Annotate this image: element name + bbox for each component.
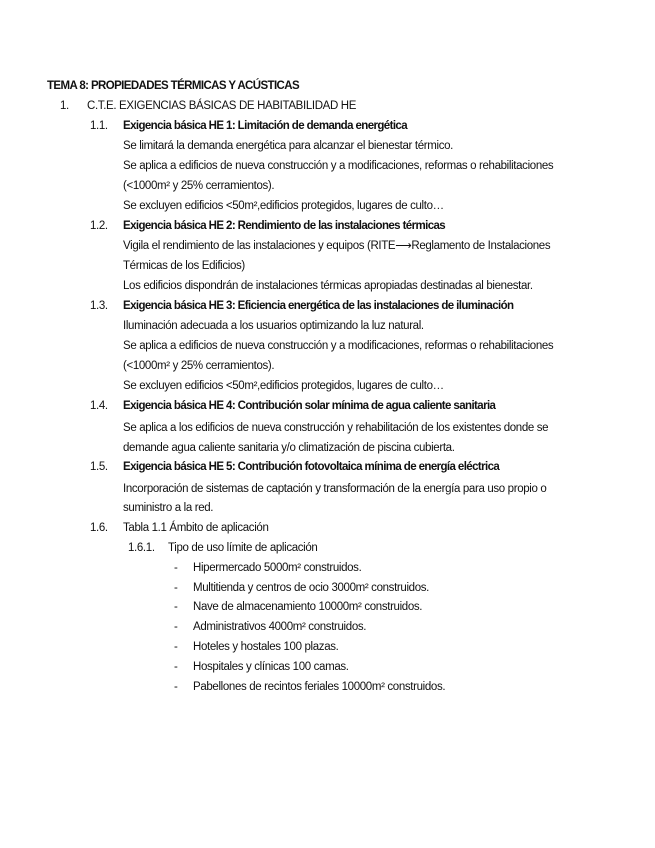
bullet-item: Nave de almacenamiento 10000m² construidos.: [193, 601, 423, 613]
item-text-line: demande agua caliente sanitaria y/o climatización de piscina cubierta.: [123, 442, 455, 454]
subitem-heading: Tipo de uso límite de aplicación: [168, 542, 318, 554]
page-title: TEMA 8: PROPIEDADES TÉRMICAS Y ACÚSTICAS: [47, 80, 300, 92]
item-number: 1.1.: [90, 120, 108, 132]
subitem-number: 1.6.1.: [128, 542, 155, 554]
item-text-line: Se excluyen edificios <50m²,edificios protegidos, lugares de culto…: [123, 200, 444, 212]
item-text-line: Se aplica a los edificios de nueva construcción y rehabilitación de los existentes donde se: [123, 422, 549, 434]
item-text-line: suministro a la red.: [123, 502, 214, 514]
item-heading: Exigencia básica HE 3: Eficiencia energética de las instalaciones de iluminación: [123, 300, 514, 312]
bullet-item: Pabellones de recintos feriales 10000m² construidos.: [193, 681, 446, 693]
bullet-dash: -: [174, 641, 178, 653]
bullet-dash: -: [174, 582, 178, 594]
item-text-line: Se excluyen edificios <50m²,edificios protegidos, lugares de culto…: [123, 380, 444, 392]
bullet-dash: -: [174, 562, 178, 574]
item-number: 1.6.: [90, 522, 108, 534]
item-text-line: Se aplica a edificios de nueva construcción y a modificaciones, reformas o rehabilitaciones: [123, 160, 554, 172]
item-number: 1.2.: [90, 220, 108, 232]
bullet-dash: -: [174, 621, 178, 633]
item-heading: Exigencia básica HE 5: Contribución fotovoltaica mínima de energía eléctrica: [123, 461, 500, 473]
item-heading: Exigencia básica HE 2: Rendimiento de las instalaciones térmicas: [123, 220, 446, 232]
item-text-line: Se aplica a edificios de nueva construcción y a modificaciones, reformas o rehabilitaciones: [123, 340, 554, 352]
item-text-line: Iluminación adecuada a los usuarios optimizando la luz natural.: [123, 320, 424, 332]
item-text-line: (<1000m² y 25% cerramientos).: [123, 360, 275, 372]
item-number: 1.4.: [90, 400, 108, 412]
bullet-dash: -: [174, 601, 178, 613]
bullet-dash: -: [174, 681, 178, 693]
section-heading: C.T.E. EXIGENCIAS BÁSICAS DE HABITABILIDAD HE: [87, 100, 357, 112]
item-text-line: (<1000m² y 25% cerramientos).: [123, 180, 275, 192]
item-text-line: Los edificios dispondrán de instalaciones térmicas apropiadas destinadas al bienestar.: [123, 280, 533, 292]
item-text-line: Incorporación de sistemas de captación y transformación de la energía para uso propio o: [123, 483, 547, 495]
bullet-dash: -: [174, 661, 178, 673]
bullet-item: Administrativos 4000m² construidos.: [193, 621, 367, 633]
section-number: 1.: [60, 100, 69, 112]
item-text-line: Se limitará la demanda energética para alcanzar el bienestar térmico.: [123, 140, 453, 152]
item-heading: Exigencia básica HE 4: Contribución solar mínima de agua caliente sanitaria: [123, 400, 496, 412]
item-number: 1.3.: [90, 300, 108, 312]
item-heading: Tabla 1.1 Ámbito de aplicación: [123, 522, 269, 534]
bullet-item: Hoteles y hostales 100 plazas.: [193, 641, 339, 653]
item-text-line: Térmicas de los Edificios): [123, 260, 245, 272]
bullet-item: Hipermercado 5000m² construidos.: [193, 562, 362, 574]
item-number: 1.5.: [90, 461, 108, 473]
item-heading: Exigencia básica HE 1: Limitación de demanda energética: [123, 120, 408, 132]
bullet-item: Hospitales y clínicas 100 camas.: [193, 661, 349, 673]
bullet-item: Multitienda y centros de ocio 3000m² construidos.: [193, 582, 429, 594]
item-text-line: Vigila el rendimiento de las instalaciones y equipos (RITE⟶Reglamento de Instalaciones: [123, 240, 551, 252]
